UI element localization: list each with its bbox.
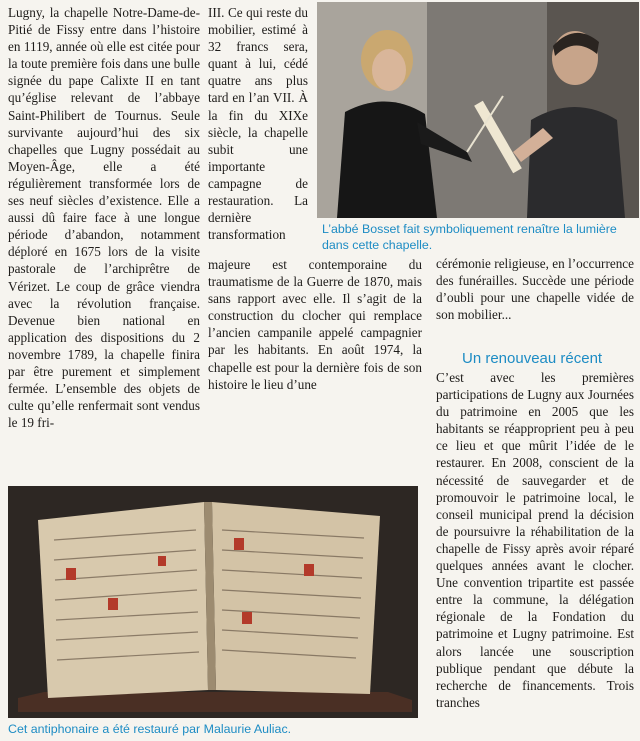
antiphonary-photo [8,486,418,718]
antiphonary-illustration [8,486,418,718]
article-column-1: Lugny, la chapelle Notre-Dame-de-Pitié de Fissy entre dans l’histoire en 1119, année où elle est citée pour la toute première fois dans une bulle signée du pape Calixte II en tant qu’église relevant de l’abbaye Saint-Philibert de Tournus. Seule survivante aujourd’hui des six chapelles que Lugny possédait au Moyen-Âge, elle a été régulièrement transformée lors de ses neuf siècles d’existence. Elle a aussi dû faire face à une longue période d’abandon, notamment déploré en 1675 lors de la visite pastorale de l’archiprêtre de Vérizet. Le coup de grâce viendra avec la révolution française. Devenue bien national en application des dispositions du 2 novembre 1789, la chapelle finira par être purement et simplement fermée. L’ensemble des objets de culte qu’elle renfermait sont vendus le 19 fri- [8,5,200,431]
article-column-3-bottom: C’est avec les premières participations de Lugny aux Journées du patrimoine en 2005 que les habitants se réapproprient peu à peu ce lieu et que mûrit l’idée de le restaurer. En 2008, conscient de la nécessité de sauvegarder et de promouvoir le patrimoine local, le conseil municipal prend la décision de poursuivre la réhabilitation de la chapelle de Fissy après avoir réparé quelques années avant le clocher. Une convention tripartite est passée entre la commune, la délégation régionale de la Fondation du patrimoine et Lugny patrimoine. Est alors lancée une souscription publique pendant que débute la recherche de financements. Trois tranches [436,370,634,710]
candle-ceremony-illustration [317,2,639,218]
article-column-2-bottom: majeure est contemporaine du traumatisme de la Guerre de 1870, mais sans rapport avec elle. Il s’agit de la construction du clocher qui remplace l’ancien campanile appelé campagnier par les habitants. En août 1974, la chapelle est pour la dernière fois de son histoire le lieu d’une [208,257,422,392]
photo1-caption: L’abbé Bosset fait symboliquement renaître la lumière dans cette chapelle. [322,222,617,252]
article-column-3-top: cérémonie religieuse, en l’occurrence des funérailles. Succède une période d’oubli pour une chapelle vidée de son mobilier... [436,256,634,323]
candle-ceremony-photo [317,2,639,218]
section-subheading: Un renouveau récent [462,350,603,367]
photo2-caption: Cet antiphonaire a été restauré par Malaurie Auliac. [8,722,292,736]
article-column-2-top: III. Ce qui reste du mobilier, estimé à 32 francs sera, quant à lui, cédé quatre ans plus tard en l’an VII. À la fin du XIXe siècle, la chapelle subit une importante campagne de restauration. La dernière transformation [208,5,308,243]
